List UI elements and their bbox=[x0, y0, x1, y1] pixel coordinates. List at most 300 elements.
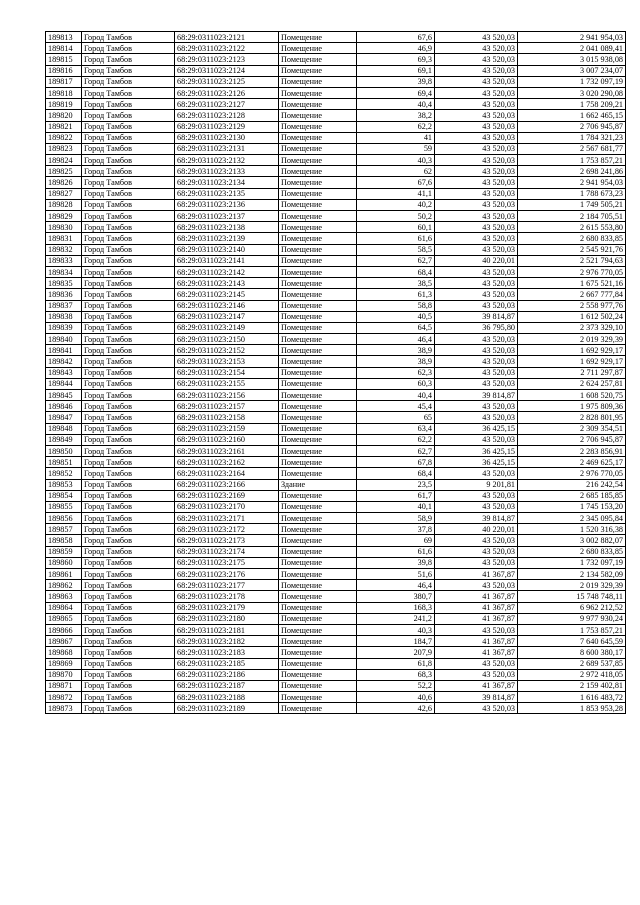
row-id-cell: 189858 bbox=[46, 535, 82, 546]
area-cell: 69,1 bbox=[357, 65, 435, 76]
cadastral-number-cell: 68:29:0311023:2141 bbox=[175, 255, 279, 266]
table-row bbox=[46, 54, 626, 65]
specific-value-cell: 43 520,03 bbox=[435, 501, 518, 512]
city-cell: Город Тамбов bbox=[82, 300, 175, 311]
table-row bbox=[46, 546, 626, 557]
area-cell: 39,8 bbox=[357, 557, 435, 568]
cadastral-number-cell: 68:29:0311023:2154 bbox=[175, 367, 279, 378]
specific-value-cell: 43 520,03 bbox=[435, 32, 518, 43]
table-row bbox=[46, 591, 626, 602]
cadastral-number-cell: 68:29:0311023:2153 bbox=[175, 356, 279, 367]
specific-value-cell: 43 520,03 bbox=[435, 244, 518, 255]
object-type-cell: Помещение bbox=[279, 602, 357, 613]
cadastral-number-cell: 68:29:0311023:2161 bbox=[175, 445, 279, 456]
object-type-cell: Помещение bbox=[279, 132, 357, 143]
city-cell: Город Тамбов bbox=[82, 110, 175, 121]
city-cell: Город Тамбов bbox=[82, 222, 175, 233]
row-id-cell: 189856 bbox=[46, 513, 82, 524]
object-type-cell: Помещение bbox=[279, 658, 357, 669]
row-id-cell: 189833 bbox=[46, 255, 82, 266]
row-id-cell: 189823 bbox=[46, 143, 82, 154]
table-row bbox=[46, 334, 626, 345]
city-cell: Город Тамбов bbox=[82, 378, 175, 389]
object-type-cell: Помещение bbox=[279, 513, 357, 524]
cadastral-value-cell: 3 007 234,07 bbox=[518, 65, 626, 76]
row-id-cell: 189814 bbox=[46, 43, 82, 54]
cadastral-value-cell: 1 608 520,75 bbox=[518, 390, 626, 401]
city-cell: Город Тамбов bbox=[82, 278, 175, 289]
city-cell: Город Тамбов bbox=[82, 211, 175, 222]
area-cell: 62,7 bbox=[357, 255, 435, 266]
object-type-cell: Помещение bbox=[279, 434, 357, 445]
table-row bbox=[46, 378, 626, 389]
object-type-cell: Помещение bbox=[279, 647, 357, 658]
table-row bbox=[46, 703, 626, 714]
table-row bbox=[46, 692, 626, 703]
cadastral-number-cell: 68:29:0311023:2152 bbox=[175, 345, 279, 356]
cadastral-value-cell: 216 242,54 bbox=[518, 479, 626, 490]
city-cell: Город Тамбов bbox=[82, 490, 175, 501]
cadastral-value-cell: 1 753 857,21 bbox=[518, 624, 626, 635]
table-row bbox=[46, 390, 626, 401]
area-cell: 67,6 bbox=[357, 32, 435, 43]
table-row bbox=[46, 356, 626, 367]
object-type-cell: Помещение bbox=[279, 87, 357, 98]
cadastral-number-cell: 68:29:0311023:2135 bbox=[175, 188, 279, 199]
city-cell: Город Тамбов bbox=[82, 569, 175, 580]
cadastral-number-cell: 68:29:0311023:2187 bbox=[175, 680, 279, 691]
specific-value-cell: 43 520,03 bbox=[435, 580, 518, 591]
cadastral-value-cell: 2 019 329,39 bbox=[518, 334, 626, 345]
cadastral-value-cell: 1 612 502,24 bbox=[518, 311, 626, 322]
object-type-cell: Помещение bbox=[279, 703, 357, 714]
cadastral-value-cell: 2 680 833,85 bbox=[518, 233, 626, 244]
object-type-cell: Помещение bbox=[279, 300, 357, 311]
table-row bbox=[46, 199, 626, 210]
object-type-cell: Помещение bbox=[279, 457, 357, 468]
object-type-cell: Помещение bbox=[279, 311, 357, 322]
cadastral-value-cell: 1 662 465,15 bbox=[518, 110, 626, 121]
specific-value-cell: 41 367,87 bbox=[435, 613, 518, 624]
table-row bbox=[46, 680, 626, 691]
area-cell: 41,1 bbox=[357, 188, 435, 199]
cadastral-value-table-page bbox=[45, 31, 625, 714]
row-id-cell: 189834 bbox=[46, 266, 82, 277]
specific-value-cell: 43 520,03 bbox=[435, 143, 518, 154]
cadastral-value-cell: 2 134 582,09 bbox=[518, 569, 626, 580]
object-type-cell: Помещение bbox=[279, 143, 357, 154]
object-type-cell: Помещение bbox=[279, 557, 357, 568]
object-type-cell: Помещение bbox=[279, 188, 357, 199]
row-id-cell: 189841 bbox=[46, 345, 82, 356]
object-type-cell: Помещение bbox=[279, 378, 357, 389]
cadastral-value-cell: 3 002 882,07 bbox=[518, 535, 626, 546]
cadastral-value-cell: 2 019 329,39 bbox=[518, 580, 626, 591]
cadastral-number-cell: 68:29:0311023:2172 bbox=[175, 524, 279, 535]
specific-value-cell: 43 520,03 bbox=[435, 199, 518, 210]
specific-value-cell: 43 520,03 bbox=[435, 535, 518, 546]
object-type-cell: Помещение bbox=[279, 289, 357, 300]
row-id-cell: 189815 bbox=[46, 54, 82, 65]
cadastral-value-table bbox=[45, 31, 626, 714]
specific-value-cell: 43 520,03 bbox=[435, 367, 518, 378]
area-cell: 40,4 bbox=[357, 99, 435, 110]
cadastral-number-cell: 68:29:0311023:2162 bbox=[175, 457, 279, 468]
city-cell: Город Тамбов bbox=[82, 557, 175, 568]
specific-value-cell: 41 367,87 bbox=[435, 680, 518, 691]
table-row bbox=[46, 669, 626, 680]
cadastral-value-cell: 2 615 553,80 bbox=[518, 222, 626, 233]
specific-value-cell: 43 520,03 bbox=[435, 278, 518, 289]
object-type-cell: Помещение bbox=[279, 490, 357, 501]
cadastral-number-cell: 68:29:0311023:2125 bbox=[175, 76, 279, 87]
object-type-cell: Помещение bbox=[279, 367, 357, 378]
cadastral-number-cell: 68:29:0311023:2132 bbox=[175, 155, 279, 166]
table-row bbox=[46, 445, 626, 456]
area-cell: 38,9 bbox=[357, 345, 435, 356]
cadastral-number-cell: 68:29:0311023:2169 bbox=[175, 490, 279, 501]
object-type-cell: Помещение bbox=[279, 76, 357, 87]
city-cell: Город Тамбов bbox=[82, 334, 175, 345]
area-cell: 61,6 bbox=[357, 546, 435, 557]
table-row bbox=[46, 434, 626, 445]
table-row bbox=[46, 423, 626, 434]
object-type-cell: Помещение bbox=[279, 445, 357, 456]
cadastral-value-cell: 1 732 097,19 bbox=[518, 76, 626, 87]
table-row bbox=[46, 266, 626, 277]
area-cell: 65 bbox=[357, 412, 435, 423]
area-cell: 69 bbox=[357, 535, 435, 546]
object-type-cell: Помещение bbox=[279, 322, 357, 333]
table-row bbox=[46, 32, 626, 43]
area-cell: 50,2 bbox=[357, 211, 435, 222]
row-id-cell: 189847 bbox=[46, 412, 82, 423]
cadastral-number-cell: 68:29:0311023:2139 bbox=[175, 233, 279, 244]
area-cell: 45,4 bbox=[357, 401, 435, 412]
cadastral-value-cell: 2 469 625,17 bbox=[518, 457, 626, 468]
object-type-cell: Помещение bbox=[279, 54, 357, 65]
table-row bbox=[46, 367, 626, 378]
area-cell: 40,3 bbox=[357, 624, 435, 635]
row-id-cell: 189865 bbox=[46, 613, 82, 624]
table-row bbox=[46, 233, 626, 244]
specific-value-cell: 43 520,03 bbox=[435, 289, 518, 300]
city-cell: Город Тамбов bbox=[82, 535, 175, 546]
specific-value-cell: 41 367,87 bbox=[435, 636, 518, 647]
cadastral-number-cell: 68:29:0311023:2179 bbox=[175, 602, 279, 613]
specific-value-cell: 40 220,01 bbox=[435, 524, 518, 535]
cadastral-number-cell: 68:29:0311023:2133 bbox=[175, 166, 279, 177]
city-cell: Город Тамбов bbox=[82, 32, 175, 43]
row-id-cell: 189830 bbox=[46, 222, 82, 233]
row-id-cell: 189866 bbox=[46, 624, 82, 635]
row-id-cell: 189849 bbox=[46, 434, 82, 445]
cadastral-value-cell: 2 680 833,85 bbox=[518, 546, 626, 557]
object-type-cell: Помещение bbox=[279, 43, 357, 54]
object-type-cell: Помещение bbox=[279, 412, 357, 423]
area-cell: 168,3 bbox=[357, 602, 435, 613]
cadastral-value-cell: 1 732 097,19 bbox=[518, 557, 626, 568]
city-cell: Город Тамбов bbox=[82, 266, 175, 277]
city-cell: Город Тамбов bbox=[82, 434, 175, 445]
city-cell: Город Тамбов bbox=[82, 703, 175, 714]
cadastral-number-cell: 68:29:0311023:2175 bbox=[175, 557, 279, 568]
specific-value-cell: 36 425,15 bbox=[435, 423, 518, 434]
object-type-cell: Помещение bbox=[279, 278, 357, 289]
city-cell: Город Тамбов bbox=[82, 367, 175, 378]
cadastral-number-cell: 68:29:0311023:2136 bbox=[175, 199, 279, 210]
area-cell: 46,4 bbox=[357, 580, 435, 591]
area-cell: 63,4 bbox=[357, 423, 435, 434]
specific-value-cell: 43 520,03 bbox=[435, 155, 518, 166]
cadastral-value-cell: 2 159 402,81 bbox=[518, 680, 626, 691]
row-id-cell: 189840 bbox=[46, 334, 82, 345]
cadastral-value-cell: 1 788 673,23 bbox=[518, 188, 626, 199]
row-id-cell: 189832 bbox=[46, 244, 82, 255]
object-type-cell: Помещение bbox=[279, 166, 357, 177]
specific-value-cell: 36 795,80 bbox=[435, 322, 518, 333]
city-cell: Город Тамбов bbox=[82, 132, 175, 143]
specific-value-cell: 43 520,03 bbox=[435, 557, 518, 568]
city-cell: Город Тамбов bbox=[82, 188, 175, 199]
table-row bbox=[46, 110, 626, 121]
cadastral-number-cell: 68:29:0311023:2178 bbox=[175, 591, 279, 602]
table-row bbox=[46, 65, 626, 76]
cadastral-value-cell: 2 558 977,76 bbox=[518, 300, 626, 311]
row-id-cell: 189813 bbox=[46, 32, 82, 43]
cadastral-number-cell: 68:29:0311023:2158 bbox=[175, 412, 279, 423]
row-id-cell: 189861 bbox=[46, 569, 82, 580]
area-cell: 23,5 bbox=[357, 479, 435, 490]
cadastral-number-cell: 68:29:0311023:2126 bbox=[175, 87, 279, 98]
cadastral-number-cell: 68:29:0311023:2183 bbox=[175, 647, 279, 658]
cadastral-number-cell: 68:29:0311023:2180 bbox=[175, 613, 279, 624]
cadastral-value-cell: 1 753 857,21 bbox=[518, 155, 626, 166]
table-row bbox=[46, 143, 626, 154]
row-id-cell: 189872 bbox=[46, 692, 82, 703]
cadastral-value-cell: 1 520 316,38 bbox=[518, 524, 626, 535]
area-cell: 42,6 bbox=[357, 703, 435, 714]
row-id-cell: 189839 bbox=[46, 322, 82, 333]
city-cell: Город Тамбов bbox=[82, 692, 175, 703]
object-type-cell: Помещение bbox=[279, 211, 357, 222]
city-cell: Город Тамбов bbox=[82, 233, 175, 244]
city-cell: Город Тамбов bbox=[82, 87, 175, 98]
specific-value-cell: 43 520,03 bbox=[435, 166, 518, 177]
object-type-cell: Помещение bbox=[279, 624, 357, 635]
specific-value-cell: 39 814,87 bbox=[435, 311, 518, 322]
table-row bbox=[46, 580, 626, 591]
specific-value-cell: 43 520,03 bbox=[435, 121, 518, 132]
city-cell: Город Тамбов bbox=[82, 602, 175, 613]
object-type-cell: Помещение bbox=[279, 680, 357, 691]
object-type-cell: Помещение bbox=[279, 524, 357, 535]
table-row bbox=[46, 490, 626, 501]
cadastral-number-cell: 68:29:0311023:2150 bbox=[175, 334, 279, 345]
cadastral-value-cell: 2 828 801,95 bbox=[518, 412, 626, 423]
object-type-cell: Помещение bbox=[279, 636, 357, 647]
cadastral-number-cell: 68:29:0311023:2123 bbox=[175, 54, 279, 65]
specific-value-cell: 43 520,03 bbox=[435, 222, 518, 233]
specific-value-cell: 41 367,87 bbox=[435, 591, 518, 602]
cadastral-value-cell: 2 685 185,85 bbox=[518, 490, 626, 501]
cadastral-value-cell: 1 749 505,21 bbox=[518, 199, 626, 210]
table-row bbox=[46, 121, 626, 132]
city-cell: Город Тамбов bbox=[82, 54, 175, 65]
area-cell: 61,6 bbox=[357, 233, 435, 244]
row-id-cell: 189821 bbox=[46, 121, 82, 132]
cadastral-value-cell: 7 640 645,59 bbox=[518, 636, 626, 647]
cadastral-number-cell: 68:29:0311023:2129 bbox=[175, 121, 279, 132]
specific-value-cell: 43 520,03 bbox=[435, 401, 518, 412]
city-cell: Город Тамбов bbox=[82, 624, 175, 635]
specific-value-cell: 43 520,03 bbox=[435, 188, 518, 199]
city-cell: Город Тамбов bbox=[82, 501, 175, 512]
city-cell: Город Тамбов bbox=[82, 546, 175, 557]
table-row bbox=[46, 322, 626, 333]
area-cell: 207,9 bbox=[357, 647, 435, 658]
table-row bbox=[46, 401, 626, 412]
table-row bbox=[46, 255, 626, 266]
table-row bbox=[46, 602, 626, 613]
area-cell: 39,8 bbox=[357, 76, 435, 87]
area-cell: 59 bbox=[357, 143, 435, 154]
cadastral-value-cell: 2 521 794,63 bbox=[518, 255, 626, 266]
city-cell: Город Тамбов bbox=[82, 658, 175, 669]
area-cell: 61,3 bbox=[357, 289, 435, 300]
specific-value-cell: 9 201,81 bbox=[435, 479, 518, 490]
table-row bbox=[46, 99, 626, 110]
specific-value-cell: 43 520,03 bbox=[435, 412, 518, 423]
specific-value-cell: 43 520,03 bbox=[435, 99, 518, 110]
area-cell: 38,5 bbox=[357, 278, 435, 289]
table-row bbox=[46, 244, 626, 255]
table-row bbox=[46, 412, 626, 423]
object-type-cell: Помещение bbox=[279, 569, 357, 580]
cadastral-value-cell: 1 745 153,20 bbox=[518, 501, 626, 512]
cadastral-number-cell: 68:29:0311023:2174 bbox=[175, 546, 279, 557]
cadastral-number-cell: 68:29:0311023:2128 bbox=[175, 110, 279, 121]
row-id-cell: 189843 bbox=[46, 367, 82, 378]
table-row bbox=[46, 76, 626, 87]
specific-value-cell: 43 520,03 bbox=[435, 43, 518, 54]
table-row bbox=[46, 513, 626, 524]
cadastral-number-cell: 68:29:0311023:2171 bbox=[175, 513, 279, 524]
object-type-cell: Помещение bbox=[279, 121, 357, 132]
specific-value-cell: 43 520,03 bbox=[435, 468, 518, 479]
row-id-cell: 189836 bbox=[46, 289, 82, 300]
object-type-cell: Помещение bbox=[279, 423, 357, 434]
specific-value-cell: 43 520,03 bbox=[435, 490, 518, 501]
city-cell: Город Тамбов bbox=[82, 445, 175, 456]
object-type-cell: Помещение bbox=[279, 390, 357, 401]
specific-value-cell: 43 520,03 bbox=[435, 233, 518, 244]
area-cell: 51,6 bbox=[357, 569, 435, 580]
object-type-cell: Здание bbox=[279, 479, 357, 490]
cadastral-value-cell: 2 941 954,03 bbox=[518, 177, 626, 188]
row-id-cell: 189829 bbox=[46, 211, 82, 222]
cadastral-value-cell: 2 711 297,87 bbox=[518, 367, 626, 378]
area-cell: 46,4 bbox=[357, 334, 435, 345]
specific-value-cell: 39 814,87 bbox=[435, 513, 518, 524]
table-row bbox=[46, 43, 626, 54]
area-cell: 40,4 bbox=[357, 390, 435, 401]
city-cell: Город Тамбов bbox=[82, 244, 175, 255]
row-id-cell: 189854 bbox=[46, 490, 82, 501]
object-type-cell: Помещение bbox=[279, 155, 357, 166]
cadastral-number-cell: 68:29:0311023:2156 bbox=[175, 390, 279, 401]
table-row bbox=[46, 501, 626, 512]
area-cell: 241,2 bbox=[357, 613, 435, 624]
cadastral-number-cell: 68:29:0311023:2166 bbox=[175, 479, 279, 490]
specific-value-cell: 43 520,03 bbox=[435, 132, 518, 143]
object-type-cell: Помещение bbox=[279, 233, 357, 244]
area-cell: 62,3 bbox=[357, 367, 435, 378]
row-id-cell: 189831 bbox=[46, 233, 82, 244]
city-cell: Город Тамбов bbox=[82, 143, 175, 154]
row-id-cell: 189835 bbox=[46, 278, 82, 289]
cadastral-value-cell: 1 784 321,23 bbox=[518, 132, 626, 143]
city-cell: Город Тамбов bbox=[82, 636, 175, 647]
cadastral-number-cell: 68:29:0311023:2155 bbox=[175, 378, 279, 389]
city-cell: Город Тамбов bbox=[82, 76, 175, 87]
object-type-cell: Помещение bbox=[279, 266, 357, 277]
cadastral-value-cell: 1 758 209,21 bbox=[518, 99, 626, 110]
table-row bbox=[46, 222, 626, 233]
row-id-cell: 189825 bbox=[46, 166, 82, 177]
city-cell: Город Тамбов bbox=[82, 524, 175, 535]
object-type-cell: Помещение bbox=[279, 546, 357, 557]
area-cell: 60,3 bbox=[357, 378, 435, 389]
area-cell: 60,1 bbox=[357, 222, 435, 233]
city-cell: Город Тамбов bbox=[82, 647, 175, 658]
object-type-cell: Помещение bbox=[279, 199, 357, 210]
row-id-cell: 189868 bbox=[46, 647, 82, 658]
cadastral-number-cell: 68:29:0311023:2124 bbox=[175, 65, 279, 76]
table-row bbox=[46, 613, 626, 624]
cadastral-value-cell: 8 600 380,17 bbox=[518, 647, 626, 658]
cadastral-value-cell: 1 616 483,72 bbox=[518, 692, 626, 703]
city-cell: Город Тамбов bbox=[82, 356, 175, 367]
area-cell: 41 bbox=[357, 132, 435, 143]
specific-value-cell: 43 520,03 bbox=[435, 434, 518, 445]
city-cell: Город Тамбов bbox=[82, 591, 175, 602]
city-cell: Город Тамбов bbox=[82, 457, 175, 468]
object-type-cell: Помещение bbox=[279, 535, 357, 546]
area-cell: 69,3 bbox=[357, 54, 435, 65]
area-cell: 67,8 bbox=[357, 457, 435, 468]
cadastral-number-cell: 68:29:0311023:2142 bbox=[175, 266, 279, 277]
specific-value-cell: 43 520,03 bbox=[435, 658, 518, 669]
table-row bbox=[46, 300, 626, 311]
cadastral-number-cell: 68:29:0311023:2122 bbox=[175, 43, 279, 54]
cadastral-number-cell: 68:29:0311023:2145 bbox=[175, 289, 279, 300]
row-id-cell: 189848 bbox=[46, 423, 82, 434]
specific-value-cell: 39 814,87 bbox=[435, 390, 518, 401]
cadastral-value-cell: 2 283 856,91 bbox=[518, 445, 626, 456]
table-row bbox=[46, 658, 626, 669]
specific-value-cell: 41 367,87 bbox=[435, 569, 518, 580]
row-id-cell: 189864 bbox=[46, 602, 82, 613]
area-cell: 67,6 bbox=[357, 177, 435, 188]
table-row bbox=[46, 155, 626, 166]
area-cell: 68,4 bbox=[357, 266, 435, 277]
city-cell: Город Тамбов bbox=[82, 155, 175, 166]
cadastral-value-cell: 1 692 929,17 bbox=[518, 356, 626, 367]
area-cell: 68,3 bbox=[357, 669, 435, 680]
object-type-cell: Помещение bbox=[279, 65, 357, 76]
specific-value-cell: 43 520,03 bbox=[435, 211, 518, 222]
